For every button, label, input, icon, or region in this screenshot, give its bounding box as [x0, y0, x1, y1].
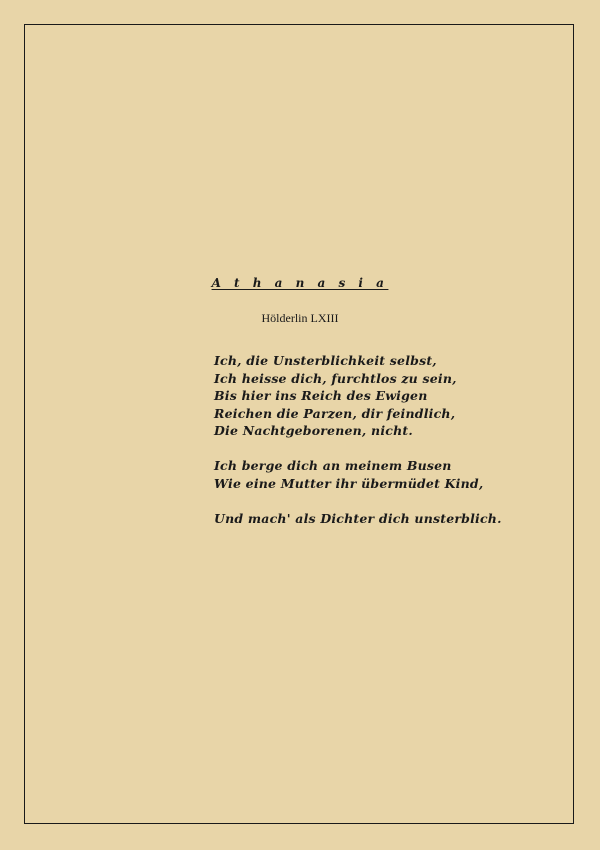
poem-line: Wie eine Mutter ihr übermüdet Kind, — [214, 475, 484, 491]
poem-body — [214, 352, 502, 545]
poem-line: Und mach' als Dichter dich unsterblich. — [214, 510, 502, 526]
poem-subtitle: Hölderlin LXIII — [261, 311, 339, 325]
poem-title: A t h a n a s i a — [211, 276, 389, 290]
poem-line: Ich heisse dich, furchtlos zu sein, — [214, 370, 457, 386]
stanza — [214, 457, 502, 492]
poem-line: Ich berge dich an meinem Busen — [214, 458, 452, 473]
poem-line: Reichen die Parzen, dir feindlich, — [214, 405, 456, 421]
stanza — [214, 352, 502, 440]
stanza — [214, 510, 502, 528]
poem-line: Ich, die Unsterblichkeit selbst, — [214, 353, 437, 368]
poem-line: Bis hier ins Reich des Ewigen — [214, 388, 428, 403]
poem-line: Die Nachtgeborenen, nicht. — [214, 423, 413, 438]
